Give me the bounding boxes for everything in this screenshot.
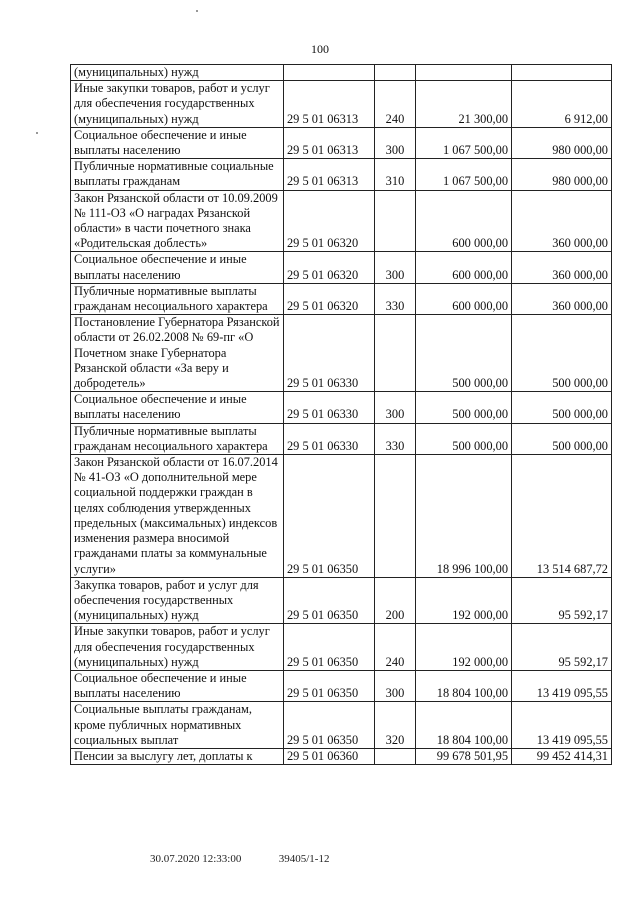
row-code: 29 5 01 06313 [283,127,374,158]
row-expense-type: 240 [374,624,415,671]
row-expense-type [374,190,415,252]
row-code: 29 5 01 06350 [283,624,374,671]
budget-table-body [71,65,612,765]
row-name: Публичные нормативные выплаты гражданам несоциального характера [71,423,284,454]
budget-table [70,64,612,765]
row-amount-executed: 13 419 095,55 [512,702,612,749]
row-name: Социальное обеспечение и иные выплаты населению [71,670,284,701]
row-name: Закон Рязанской области от 16.07.2014 № 41-ОЗ «О дополнительной мере социальной поддержки граждан в целях соблюдения утвержденных предельных (максимальных) индексов изменения размера вносимой гражданами платы за коммунальные услуги» [71,455,284,578]
row-expense-type: 240 [374,81,415,128]
row-amount-planned: 600 000,00 [416,252,512,283]
row-name: Социальное обеспечение и иные выплаты населению [71,127,284,158]
row-name: Социальное обеспечение и иные выплаты населению [71,392,284,423]
row-name: Пенсии за выслугу лет, доплаты к [71,748,284,764]
row-code: 29 5 01 06320 [283,190,374,252]
row-code: 29 5 01 06330 [283,423,374,454]
row-name: Социальные выплаты гражданам, кроме публичных нормативных социальных выплат [71,702,284,749]
row-code: 29 5 01 06350 [283,577,374,624]
row-amount-executed [512,65,612,81]
row-amount-planned: 192 000,00 [416,624,512,671]
table-row [71,252,612,283]
row-code: 29 5 01 06330 [283,315,374,392]
row-expense-type: 320 [374,702,415,749]
table-row [71,65,612,81]
row-amount-executed: 360 000,00 [512,190,612,252]
row-code: 29 5 01 06320 [283,283,374,314]
row-code: 29 5 01 06350 [283,455,374,578]
row-amount-executed: 99 452 414,31 [512,748,612,764]
row-expense-type [374,315,415,392]
row-amount-planned: 192 000,00 [416,577,512,624]
table-row [71,624,612,671]
row-expense-type: 330 [374,423,415,454]
row-code: 29 5 01 06350 [283,670,374,701]
row-expense-type [374,748,415,764]
row-name: Социальное обеспечение и иные выплаты населению [71,252,284,283]
row-name: Иные закупки товаров, работ и услуг для обеспечения государственных (муниципальных) нужд [71,81,284,128]
row-code: 29 5 01 06350 [283,702,374,749]
table-row [71,159,612,190]
row-code: 29 5 01 06313 [283,159,374,190]
row-expense-type [374,455,415,578]
row-expense-type: 200 [374,577,415,624]
row-amount-planned: 500 000,00 [416,392,512,423]
table-row [71,315,612,392]
row-name: Закупка товаров, работ и услуг для обеспечения государственных (муниципальных) нужд [71,577,284,624]
row-amount-planned: 600 000,00 [416,190,512,252]
row-name: (муниципальных) нужд [71,65,284,81]
table-row [71,127,612,158]
scan-speck [36,132,38,134]
row-amount-planned: 18 996 100,00 [416,455,512,578]
row-amount-planned: 1 067 500,00 [416,159,512,190]
row-expense-type: 300 [374,392,415,423]
row-code [283,65,374,81]
table-row [71,392,612,423]
row-name: Закон Рязанской области от 10.09.2009 № 111-ОЗ «О наградах Рязанской области» в части почетного знака «Родительская доблесть» [71,190,284,252]
row-amount-executed: 13 514 687,72 [512,455,612,578]
row-amount-planned: 500 000,00 [416,423,512,454]
row-amount-planned: 18 804 100,00 [416,702,512,749]
row-name: Публичные нормативные социальные выплаты гражданам [71,159,284,190]
row-amount-executed: 500 000,00 [512,423,612,454]
row-amount-planned: 600 000,00 [416,283,512,314]
row-amount-planned: 21 300,00 [416,81,512,128]
footer-datetime: 30.07.2020 12:33:00 [150,853,242,865]
row-amount-planned: 18 804 100,00 [416,670,512,701]
row-amount-executed: 360 000,00 [512,252,612,283]
row-amount-planned [416,65,512,81]
row-code: 29 5 01 06330 [283,392,374,423]
row-amount-executed: 500 000,00 [512,392,612,423]
table-row [71,423,612,454]
row-amount-executed: 980 000,00 [512,159,612,190]
page-footer [150,853,329,865]
row-amount-executed: 980 000,00 [512,127,612,158]
table-row [71,81,612,128]
row-expense-type [374,65,415,81]
row-expense-type: 330 [374,283,415,314]
page-number: 100 [311,42,329,56]
table-row [71,577,612,624]
row-amount-planned: 99 678 501,95 [416,748,512,764]
row-expense-type: 300 [374,127,415,158]
row-code: 29 5 01 06313 [283,81,374,128]
row-expense-type: 310 [374,159,415,190]
table-row [71,748,612,764]
table-row [71,670,612,701]
row-amount-executed: 6 912,00 [512,81,612,128]
footer-doc-code: 39405/1-12 [278,853,330,865]
scan-speck [196,10,198,12]
row-amount-executed: 13 419 095,55 [512,670,612,701]
row-amount-executed: 500 000,00 [512,315,612,392]
table-row [71,283,612,314]
table-row [71,455,612,578]
row-name: Публичные нормативные выплаты гражданам несоциального характера [71,283,284,314]
row-expense-type: 300 [374,252,415,283]
table-row [71,702,612,749]
row-code: 29 5 01 06320 [283,252,374,283]
row-amount-planned: 500 000,00 [416,315,512,392]
row-amount-executed: 95 592,17 [512,624,612,671]
row-name: Постановление Губернатора Рязанской области от 26.02.2008 № 69-пг «О Почетном знаке Губернатора Рязанской области «За веру и добродетель» [71,315,284,392]
row-expense-type: 300 [374,670,415,701]
row-amount-executed: 360 000,00 [512,283,612,314]
row-amount-planned: 1 067 500,00 [416,127,512,158]
row-amount-executed: 95 592,17 [512,577,612,624]
row-name: Иные закупки товаров, работ и услуг для обеспечения государственных (муниципальных) нужд [71,624,284,671]
table-row [71,190,612,252]
row-code: 29 5 01 06360 [283,748,374,764]
